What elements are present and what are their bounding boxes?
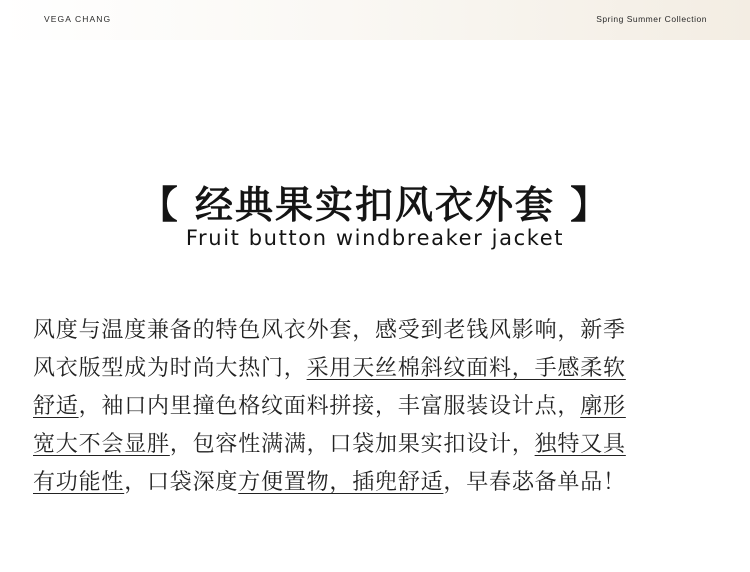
description-highlight: 采用天丝棉斜纹面料，手感柔软 xyxy=(306,356,626,381)
product-title: 【 经典果实扣风衣外套 】 xyxy=(139,183,611,227)
brand-name: VEGA CHANG xyxy=(44,14,112,24)
description-text: ，袖口内里撞色格纹面料拼接，丰富服装设计点， xyxy=(78,394,581,419)
description-text: 风衣版型成为时尚大热门， xyxy=(33,356,307,381)
description-line-5 xyxy=(33,464,723,502)
description-text: ，早春苾备单品！ xyxy=(443,470,626,495)
description-line-4 xyxy=(33,426,723,464)
description-line-3 xyxy=(33,388,723,426)
description-highlight: 廓形 xyxy=(580,394,626,419)
top-banner xyxy=(0,0,750,40)
description-highlight: 方便置物，插兜舒适 xyxy=(238,470,444,495)
description-highlight: 独特又具 xyxy=(534,432,626,457)
product-subtitle: Fruit button windbreaker jacket xyxy=(185,226,565,250)
description-text: 风度与温度兼备的特色风衣外套，感受到老钱风影响，新季 xyxy=(33,318,626,343)
description-highlight: 舒适 xyxy=(33,394,79,419)
description-text: ，包容性满满，口袋加果实扣设计， xyxy=(169,432,535,457)
collection-label: Spring Summer Collection xyxy=(596,14,707,24)
description-line-1 xyxy=(33,312,723,350)
description-highlight: 宽大不会显胖 xyxy=(33,432,170,457)
product-description xyxy=(33,312,723,502)
description-text: ，口袋深度 xyxy=(124,470,239,495)
description-highlight: 有功能性 xyxy=(33,470,125,495)
description-line-2 xyxy=(33,350,723,388)
